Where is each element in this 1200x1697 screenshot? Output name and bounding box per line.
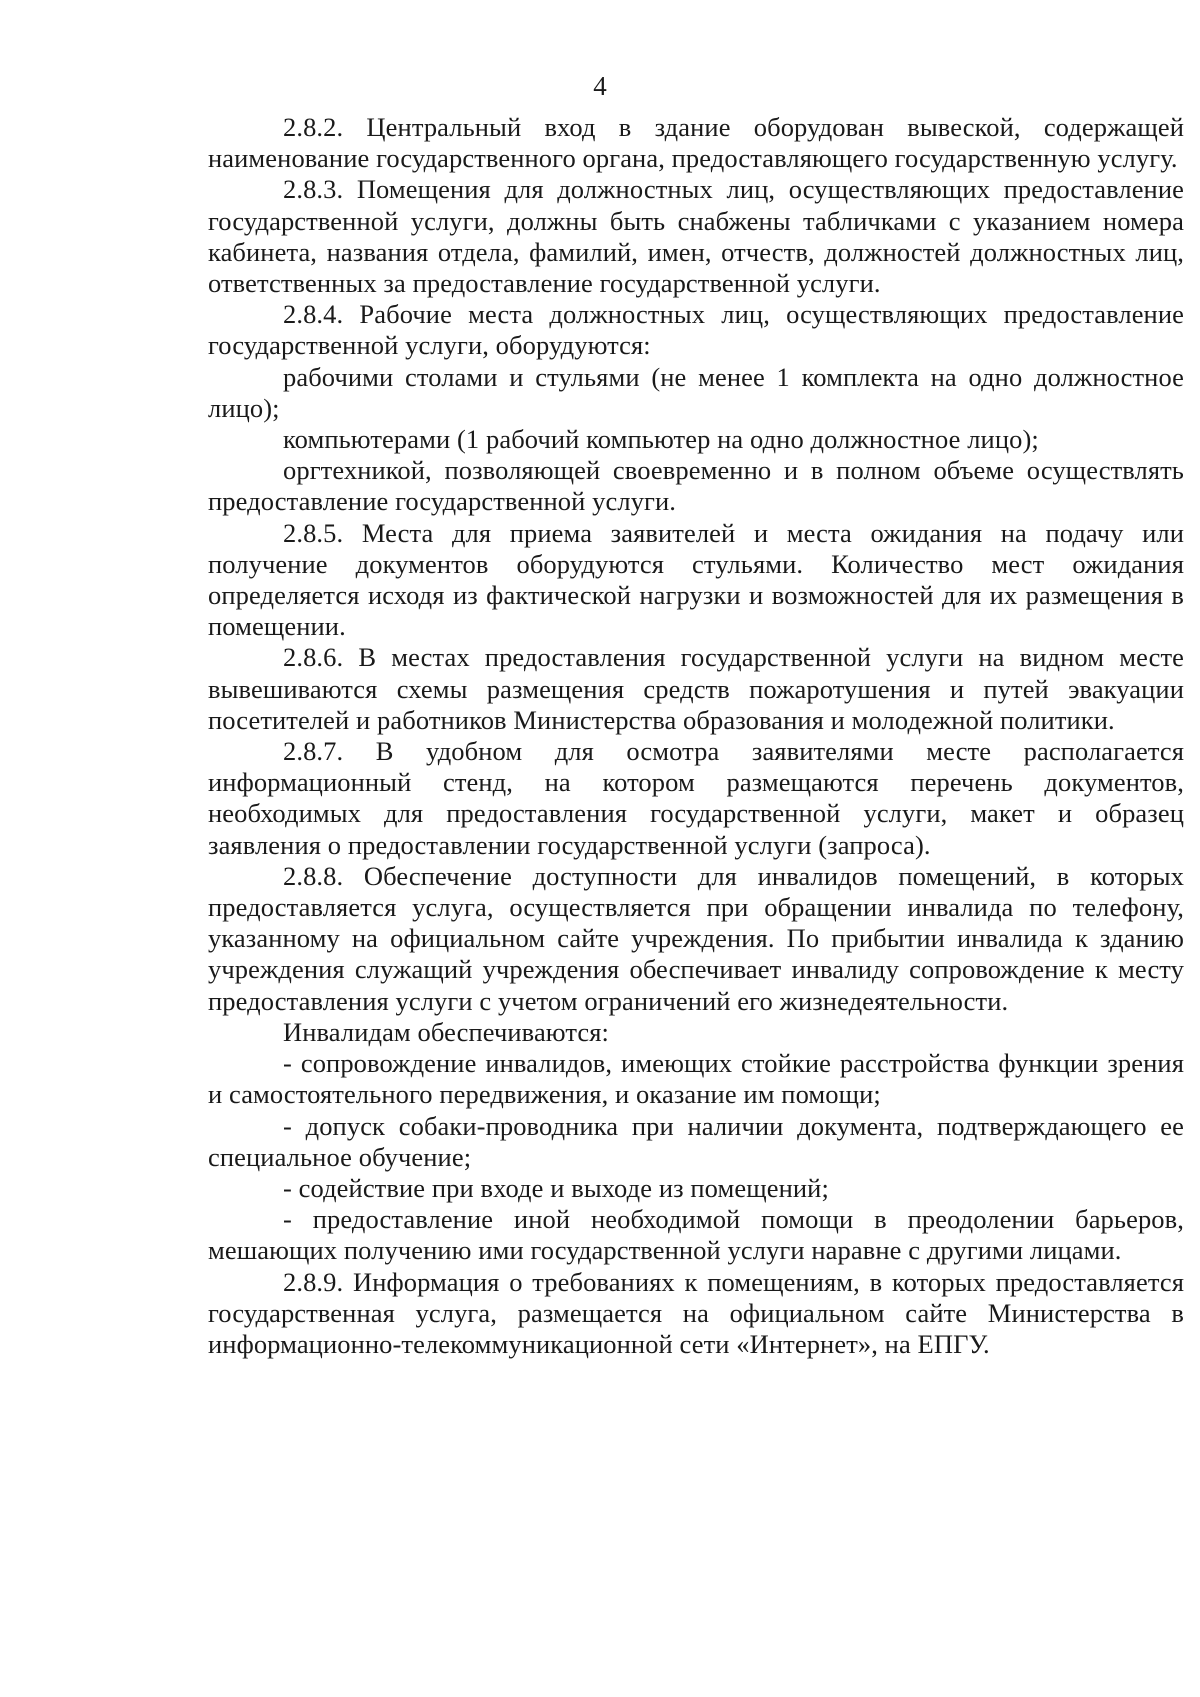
paragraph-2-8-3: 2.8.3. Помещения для должностных лиц, осуществляющих предоставление государственной услуги, должны быть снабжены табличками с указанием номера кабинета, названия отдела, фамилий, имен, отчеств, должностей должностных лиц, ответственных за предоставление государственной услуги.: [208, 174, 1184, 299]
list-item-guide-dog: - допуск собаки-проводника при наличии документа, подтверждающего ее специальное обучение;: [208, 1110, 1184, 1172]
paragraph-2-8-8: 2.8.8. Обеспечение доступности для инвалидов помещений, в которых предоставляется услуга, осуществляется при обращении инвалида по телефону, указанному на официальном сайте учреждения. По прибытии инвалида к зданию учреждения служащий учреждения обеспечивает инвалиду сопровождение к месту предоставления услуги с учетом ограничений его жизнедеятельности.: [208, 860, 1184, 1016]
page-number: 4: [593, 71, 607, 101]
paragraph-2-8-2: 2.8.2. Центральный вход в здание оборудован вывеской, содержащей наименование государственного органа, предоставляющего государственную услугу.: [208, 112, 1184, 174]
list-item-escort: - сопровождение инвалидов, имеющих стойкие расстройства функции зрения и самостоятельного передвижения, и оказание им помощи;: [208, 1048, 1184, 1110]
paragraph-2-8-6: 2.8.6. В местах предоставления государственной услуги на видном месте вывешиваются схемы размещения средств пожаротушения и путей эвакуации посетителей и работников Министерства образования и молодежной политики.: [208, 642, 1184, 735]
paragraph-2-8-5: 2.8.5. Места для приема заявителей и места ожидания на подачу или получение документов оборудуются стульями. Количество мест ожидания определяется исходя из фактической нагрузки и возможностей для их размещения в помещении.: [208, 517, 1184, 642]
paragraph-2-8-4: 2.8.4. Рабочие места должностных лиц, осуществляющих предоставление государственной услуги, оборудуются:: [208, 299, 1184, 361]
paragraph-2-8-9: 2.8.9. Информация о требованиях к помещениям, в которых предоставляется государственная услуга, размещается на официальном сайте Министерства в информационно-телекоммуникационной сети «Интернет», на ЕПГУ.: [208, 1266, 1184, 1359]
document-body: [208, 112, 1184, 1360]
list-item-computers: компьютерами (1 рабочий компьютер на одно должностное лицо);: [283, 424, 1039, 455]
paragraph-2-8-7: 2.8.7. В удобном для осмотра заявителями месте располагается информационный стенд, на котором размещаются перечень документов, необходимых для предоставления государственной услуги, макет и образец заявления о предоставлении государственной услуги (запроса).: [208, 736, 1184, 860]
list-item-entry-assistance: - содействие при входе и выходе из помещений;: [283, 1172, 829, 1203]
list-item-other-help: - предоставление иной необходимой помощи в преодолении барьеров, мешающих получению ими государственной услуги наравне с другими лицами.: [208, 1204, 1184, 1266]
list-item-office-equipment: оргтехникой, позволяющей своевременно и в полном объеме осуществлять предоставление государственной услуги.: [208, 455, 1184, 517]
paragraph-disabled-provided: Инвалидам обеспечиваются:: [283, 1016, 609, 1047]
list-item-desks: рабочими столами и стульями (не менее 1 комплекта на одно должностное лицо);: [208, 361, 1184, 423]
